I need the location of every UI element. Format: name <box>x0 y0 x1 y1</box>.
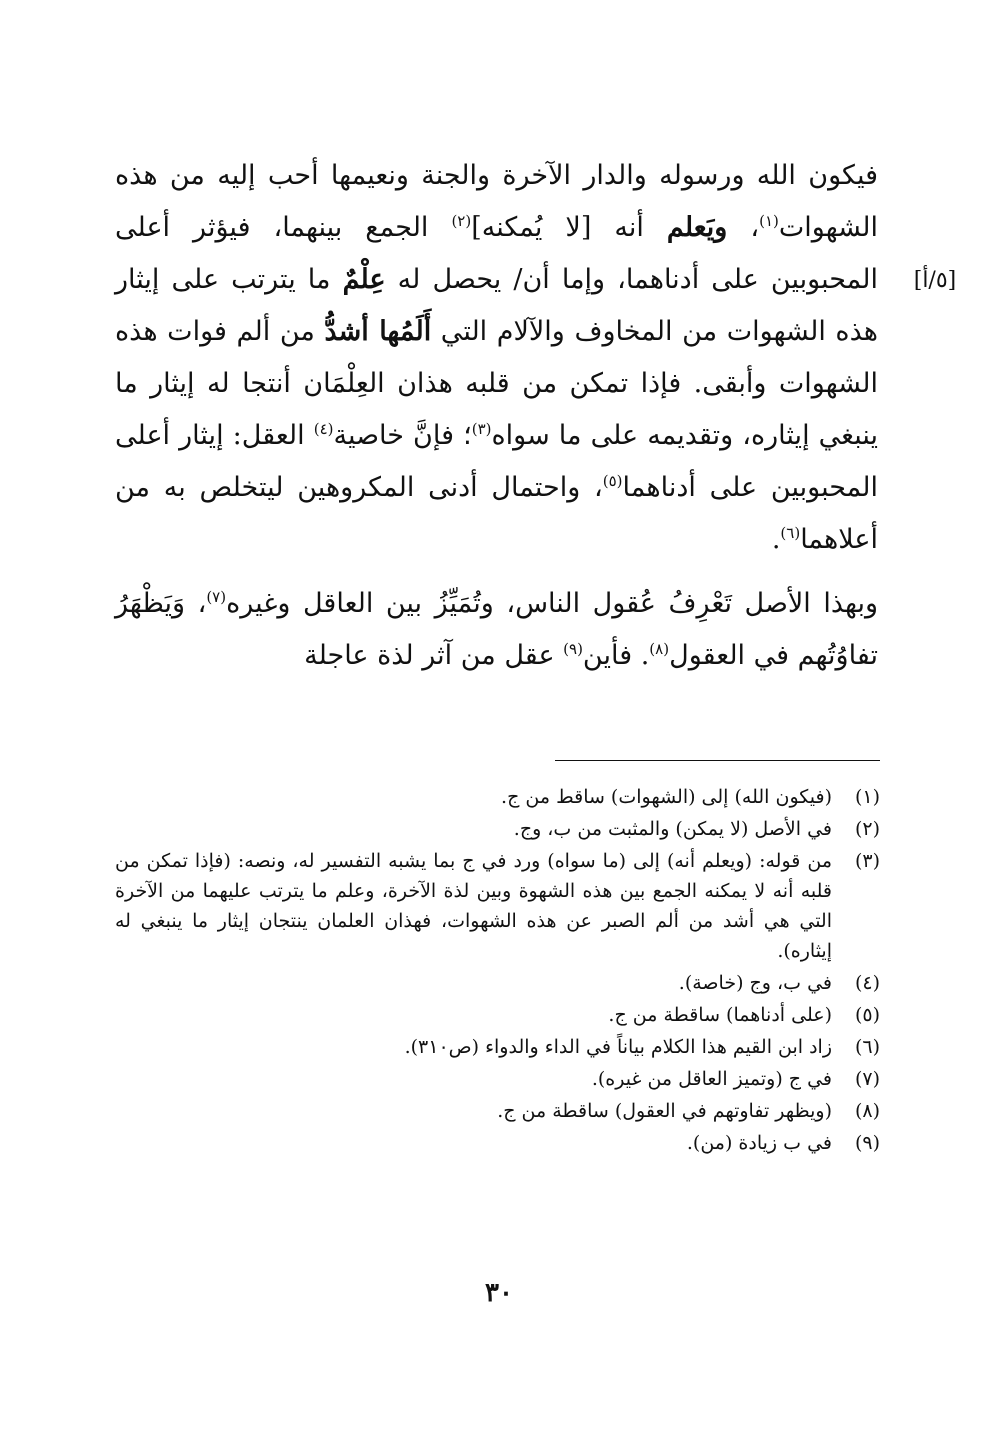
footnote-reference: (١) <box>759 212 779 230</box>
footnote-number: (٣) <box>854 850 880 872</box>
footnote-item <box>115 968 880 998</box>
footnote-text: (ويظهر تفاوتهم في العقول) ساقطة من ج. <box>497 1100 832 1122</box>
footnote-text: في ج (وتميز العاقل من غيره). <box>591 1068 832 1090</box>
text-run: الجمع بينهما، فيؤثر أعلى المحبوبين على أدناهما، وإما أن/ يحصل له <box>115 212 878 295</box>
text-run: عقل من آثر لذة عاجلة <box>304 640 564 671</box>
footnote-reference: (٥) <box>602 472 623 490</box>
text-run: . <box>771 524 781 555</box>
text-run: ، وَيَظْهَرُ تفاوُتُهم في العقول <box>115 588 878 671</box>
footnote-separator <box>555 760 880 761</box>
page-number: ٣٠ <box>485 1278 513 1308</box>
footnote-number: (٦) <box>854 1036 880 1058</box>
footnote-item <box>115 782 880 812</box>
footnote-number: (٩) <box>854 1132 880 1154</box>
footnote-item <box>115 1000 880 1030</box>
footnote-text: (فيكون الله) إلى (الشهوات) ساقط من ج. <box>501 786 832 808</box>
footnote-text: في الأصل (لا يمكن) والمثبت من ب، وج. <box>513 818 832 840</box>
bold-text: ويَعلم <box>666 212 728 243</box>
footnote-item <box>115 1128 880 1158</box>
footnote-text: من قوله: (ويعلم أنه) إلى (ما سواه) ورد في ج بما يشبه التفسير له، ونصه: (فإذا تمكن من قلبه أنه لا يمكنه الجمع بين هذه الشهوة وبين لذة الآخرة، وعلم ما يترتب عليهما من الآخرة التي هي أشد من ألم الصبر عن هذه الشهوات، فهذان العلمان ينتجان إيثار ما ينبغي له إيثاره). <box>115 850 832 962</box>
footnote-reference: (٩) <box>563 640 583 658</box>
footnote-reference: (٢) <box>451 212 472 230</box>
footnote-text: في ب، وج (خاصة). <box>678 972 832 994</box>
text-run: من ألم فوات هذه الشهوات وأبقى. فإذا تمكن من قلبه هذان العِلْمَان أنتجا له إيثار ما ينبغي إيثاره، وتقديمه على ما سواه <box>115 316 879 451</box>
text-run: ، واحتمال أدنى المكروهين ليتخلص به من أعلاهما <box>115 472 878 555</box>
text-run: فيكون الله ورسوله والدار الآخرة والجنة ونعيمها أحب إليه من هذه الشهوات <box>115 160 878 243</box>
footnote-number: (٢) <box>854 818 880 840</box>
footnote-reference: (٦) <box>780 524 801 542</box>
footnote-number: (٨) <box>854 1100 880 1122</box>
main-text <box>115 150 878 682</box>
footnote-number: (١) <box>854 786 880 808</box>
footnote-reference: (٨) <box>649 640 670 658</box>
footnote-item <box>115 814 880 844</box>
footnote-item <box>115 1096 880 1126</box>
footnote-item <box>115 1064 880 1094</box>
text-run: أنه [لا يُمكنه] <box>471 212 667 243</box>
text-run: ؛ فإنَّ خاصية <box>333 420 472 451</box>
footnote-number: (٤) <box>854 972 880 994</box>
footnote-text: (على أدناهما) ساقطة من ج. <box>608 1004 832 1026</box>
footnote-text: في ب زيادة (من). <box>686 1132 832 1154</box>
bold-text: أَلَمُها أشدُّ <box>324 316 432 347</box>
footnote-reference: (٧) <box>206 588 227 606</box>
text-run: ما يترتب على إيثار هذه الشهوات من المخاوف والآلام التي <box>115 264 878 347</box>
text-run: . فأين <box>582 640 650 671</box>
footnote-reference: (٤) <box>313 420 334 438</box>
paragraph-1 <box>115 150 878 566</box>
text-run: ، <box>727 212 760 243</box>
footnote-text: زاد ابن القيم هذا الكلام بياناً في الداء والدواء (ص٣١٠). <box>404 1036 832 1058</box>
paragraph-2 <box>115 578 878 682</box>
footnotes <box>115 782 880 1160</box>
text-run: العقل: إيثار أعلى المحبوبين على أدناهما <box>115 420 878 503</box>
bold-text: عِلْمٌ <box>342 264 386 295</box>
footnote-number: (٧) <box>854 1068 880 1090</box>
footnote-item <box>115 1032 880 1062</box>
footnote-number: (٥) <box>854 1004 880 1026</box>
manuscript-folio-marker: [٥/أ] <box>913 268 957 293</box>
footnote-reference: (٣) <box>471 420 492 438</box>
footnote-item <box>115 846 880 966</box>
text-run: وبهذا الأصل تَعْرِفُ عُقول الناس، وتُمَيِّزُ بين العاقل وغيره <box>226 588 879 619</box>
